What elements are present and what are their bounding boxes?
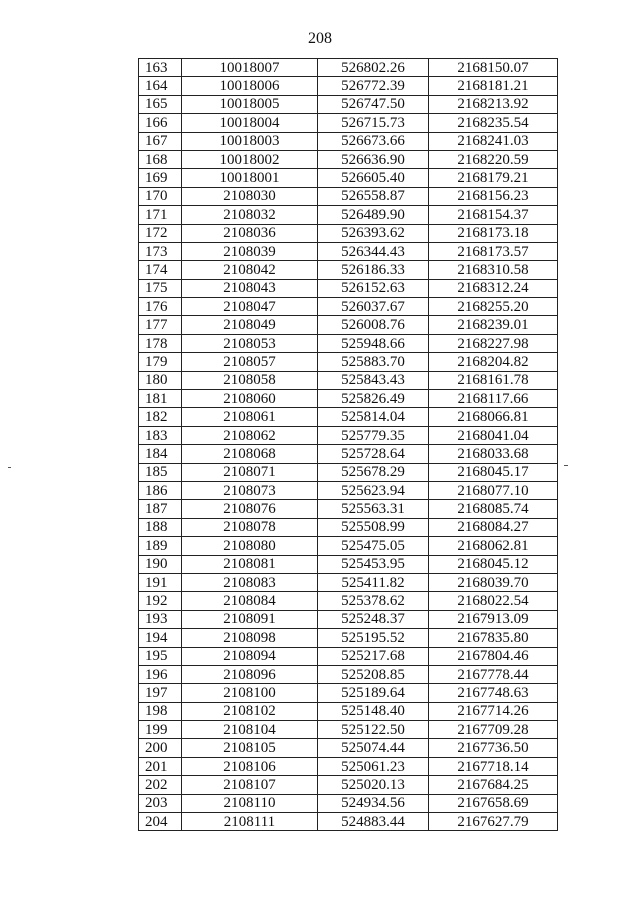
table-row <box>139 132 558 150</box>
table-row <box>139 500 558 518</box>
row-number-cell: 203 <box>139 794 182 812</box>
table-row <box>139 647 558 665</box>
point-id-cell: 2108096 <box>182 665 318 683</box>
table-row <box>139 665 558 683</box>
point-id-cell: 2108098 <box>182 629 318 647</box>
table-row <box>139 445 558 463</box>
row-number-cell: 184 <box>139 445 182 463</box>
table-row <box>139 463 558 481</box>
point-id-cell: 2108057 <box>182 353 318 371</box>
x-coordinate-cell: 526008.76 <box>318 316 429 334</box>
x-coordinate-cell: 525826.49 <box>318 390 429 408</box>
row-number-cell: 188 <box>139 518 182 536</box>
x-coordinate-cell: 526772.39 <box>318 77 429 95</box>
table-row <box>139 794 558 812</box>
table-row <box>139 77 558 95</box>
point-id-cell: 2108062 <box>182 426 318 444</box>
x-coordinate-cell: 526715.73 <box>318 114 429 132</box>
row-number-cell: 194 <box>139 629 182 647</box>
x-coordinate-cell: 526037.67 <box>318 298 429 316</box>
point-id-cell: 2108058 <box>182 371 318 389</box>
y-coordinate-cell: 2167804.46 <box>429 647 558 665</box>
point-id-cell: 2108107 <box>182 776 318 794</box>
y-coordinate-cell: 2168045.17 <box>429 463 558 481</box>
point-id-cell: 2108053 <box>182 334 318 352</box>
table-row <box>139 334 558 352</box>
table-row <box>139 353 558 371</box>
point-id-cell: 2108036 <box>182 224 318 242</box>
point-id-cell: 10018004 <box>182 114 318 132</box>
row-number-cell: 197 <box>139 684 182 702</box>
row-number-cell: 178 <box>139 334 182 352</box>
row-number-cell: 179 <box>139 353 182 371</box>
scan-mark-left <box>8 467 11 468</box>
table-row <box>139 150 558 168</box>
x-coordinate-cell: 526747.50 <box>318 95 429 113</box>
table-row <box>139 114 558 132</box>
x-coordinate-cell: 525208.85 <box>318 665 429 683</box>
table-row <box>139 371 558 389</box>
y-coordinate-cell: 2168241.03 <box>429 132 558 150</box>
table-row <box>139 59 558 77</box>
table-row <box>139 702 558 720</box>
row-number-cell: 202 <box>139 776 182 794</box>
table-row <box>139 95 558 113</box>
row-number-cell: 164 <box>139 77 182 95</box>
table-row <box>139 481 558 499</box>
x-coordinate-cell: 525508.99 <box>318 518 429 536</box>
row-number-cell: 182 <box>139 408 182 426</box>
row-number-cell: 163 <box>139 59 182 77</box>
y-coordinate-cell: 2167913.09 <box>429 610 558 628</box>
y-coordinate-cell: 2168039.70 <box>429 573 558 591</box>
table-row <box>139 573 558 591</box>
row-number-cell: 168 <box>139 150 182 168</box>
point-id-cell: 2108076 <box>182 500 318 518</box>
row-number-cell: 174 <box>139 261 182 279</box>
y-coordinate-cell: 2168310.58 <box>429 261 558 279</box>
point-id-cell: 2108110 <box>182 794 318 812</box>
x-coordinate-cell: 525814.04 <box>318 408 429 426</box>
point-id-cell: 2108047 <box>182 298 318 316</box>
point-id-cell: 2108080 <box>182 537 318 555</box>
y-coordinate-cell: 2167709.28 <box>429 721 558 739</box>
x-coordinate-cell: 526489.90 <box>318 206 429 224</box>
x-coordinate-cell: 525248.37 <box>318 610 429 628</box>
row-number-cell: 181 <box>139 390 182 408</box>
x-coordinate-cell: 525378.62 <box>318 592 429 610</box>
row-number-cell: 192 <box>139 592 182 610</box>
x-coordinate-cell: 525195.52 <box>318 629 429 647</box>
y-coordinate-cell: 2168204.82 <box>429 353 558 371</box>
x-coordinate-cell: 525883.70 <box>318 353 429 371</box>
point-id-cell: 2108083 <box>182 573 318 591</box>
point-id-cell: 2108084 <box>182 592 318 610</box>
x-coordinate-cell: 525779.35 <box>318 426 429 444</box>
y-coordinate-cell: 2168220.59 <box>429 150 558 168</box>
point-id-cell: 2108100 <box>182 684 318 702</box>
row-number-cell: 204 <box>139 813 182 831</box>
point-id-cell: 2108102 <box>182 702 318 720</box>
y-coordinate-cell: 2168255.20 <box>429 298 558 316</box>
row-number-cell: 169 <box>139 169 182 187</box>
row-number-cell: 190 <box>139 555 182 573</box>
x-coordinate-cell: 525189.64 <box>318 684 429 702</box>
table-row <box>139 206 558 224</box>
point-id-cell: 2108111 <box>182 813 318 831</box>
table-row <box>139 408 558 426</box>
x-coordinate-cell: 526802.26 <box>318 59 429 77</box>
x-coordinate-cell: 525623.94 <box>318 481 429 499</box>
table-row <box>139 261 558 279</box>
row-number-cell: 166 <box>139 114 182 132</box>
row-number-cell: 199 <box>139 721 182 739</box>
row-number-cell: 189 <box>139 537 182 555</box>
row-number-cell: 196 <box>139 665 182 683</box>
y-coordinate-cell: 2168117.66 <box>429 390 558 408</box>
table-row <box>139 298 558 316</box>
y-coordinate-cell: 2168156.23 <box>429 187 558 205</box>
x-coordinate-cell: 526393.62 <box>318 224 429 242</box>
table-row <box>139 757 558 775</box>
x-coordinate-cell: 525728.64 <box>318 445 429 463</box>
x-coordinate-cell: 525948.66 <box>318 334 429 352</box>
x-coordinate-cell: 526558.87 <box>318 187 429 205</box>
y-coordinate-cell: 2168227.98 <box>429 334 558 352</box>
row-number-cell: 165 <box>139 95 182 113</box>
table-row <box>139 279 558 297</box>
row-number-cell: 177 <box>139 316 182 334</box>
y-coordinate-cell: 2168045.12 <box>429 555 558 573</box>
x-coordinate-cell: 524883.44 <box>318 813 429 831</box>
point-id-cell: 2108032 <box>182 206 318 224</box>
y-coordinate-cell: 2168150.07 <box>429 59 558 77</box>
y-coordinate-cell: 2168154.37 <box>429 206 558 224</box>
y-coordinate-cell: 2168085.74 <box>429 500 558 518</box>
y-coordinate-cell: 2168066.81 <box>429 408 558 426</box>
table-row <box>139 813 558 831</box>
row-number-cell: 187 <box>139 500 182 518</box>
table-row <box>139 629 558 647</box>
y-coordinate-cell: 2168084.27 <box>429 518 558 536</box>
y-coordinate-cell: 2168033.68 <box>429 445 558 463</box>
table-row <box>139 721 558 739</box>
point-id-cell: 10018003 <box>182 132 318 150</box>
table-row <box>139 242 558 260</box>
point-id-cell: 2108078 <box>182 518 318 536</box>
x-coordinate-cell: 525843.43 <box>318 371 429 389</box>
x-coordinate-cell: 525061.23 <box>318 757 429 775</box>
table-row <box>139 426 558 444</box>
x-coordinate-cell: 526186.33 <box>318 261 429 279</box>
y-coordinate-cell: 2167748.63 <box>429 684 558 702</box>
coordinates-table-body <box>139 59 558 831</box>
row-number-cell: 176 <box>139 298 182 316</box>
y-coordinate-cell: 2168179.21 <box>429 169 558 187</box>
y-coordinate-cell: 2167778.44 <box>429 665 558 683</box>
point-id-cell: 2108073 <box>182 481 318 499</box>
row-number-cell: 200 <box>139 739 182 757</box>
y-coordinate-cell: 2168041.04 <box>429 426 558 444</box>
x-coordinate-cell: 524934.56 <box>318 794 429 812</box>
point-id-cell: 10018002 <box>182 150 318 168</box>
x-coordinate-cell: 526152.63 <box>318 279 429 297</box>
point-id-cell: 2108106 <box>182 757 318 775</box>
y-coordinate-cell: 2167718.14 <box>429 757 558 775</box>
y-coordinate-cell: 2168062.81 <box>429 537 558 555</box>
point-id-cell: 2108061 <box>182 408 318 426</box>
table-row <box>139 684 558 702</box>
point-id-cell: 10018001 <box>182 169 318 187</box>
y-coordinate-cell: 2168213.92 <box>429 95 558 113</box>
row-number-cell: 183 <box>139 426 182 444</box>
x-coordinate-cell: 526636.90 <box>318 150 429 168</box>
point-id-cell: 10018007 <box>182 59 318 77</box>
table-row <box>139 592 558 610</box>
point-id-cell: 2108094 <box>182 647 318 665</box>
table-row <box>139 739 558 757</box>
x-coordinate-cell: 525122.50 <box>318 721 429 739</box>
x-coordinate-cell: 525475.05 <box>318 537 429 555</box>
table-row <box>139 390 558 408</box>
y-coordinate-cell: 2168239.01 <box>429 316 558 334</box>
scan-mark-right <box>564 465 568 466</box>
point-id-cell: 2108030 <box>182 187 318 205</box>
y-coordinate-cell: 2168173.57 <box>429 242 558 260</box>
table-row <box>139 518 558 536</box>
y-coordinate-cell: 2168235.54 <box>429 114 558 132</box>
x-coordinate-cell: 525148.40 <box>318 702 429 720</box>
row-number-cell: 173 <box>139 242 182 260</box>
point-id-cell: 2108071 <box>182 463 318 481</box>
point-id-cell: 2108049 <box>182 316 318 334</box>
row-number-cell: 171 <box>139 206 182 224</box>
x-coordinate-cell: 526673.66 <box>318 132 429 150</box>
x-coordinate-cell: 526605.40 <box>318 169 429 187</box>
x-coordinate-cell: 526344.43 <box>318 242 429 260</box>
point-id-cell: 2108042 <box>182 261 318 279</box>
point-id-cell: 10018006 <box>182 77 318 95</box>
table-row <box>139 224 558 242</box>
y-coordinate-cell: 2167684.25 <box>429 776 558 794</box>
point-id-cell: 2108091 <box>182 610 318 628</box>
row-number-cell: 201 <box>139 757 182 775</box>
row-number-cell: 185 <box>139 463 182 481</box>
row-number-cell: 175 <box>139 279 182 297</box>
page-number: 208 <box>308 30 332 47</box>
table-row <box>139 537 558 555</box>
row-number-cell: 167 <box>139 132 182 150</box>
row-number-cell: 198 <box>139 702 182 720</box>
x-coordinate-cell: 525074.44 <box>318 739 429 757</box>
y-coordinate-cell: 2168077.10 <box>429 481 558 499</box>
x-coordinate-cell: 525453.95 <box>318 555 429 573</box>
row-number-cell: 195 <box>139 647 182 665</box>
x-coordinate-cell: 525563.31 <box>318 500 429 518</box>
row-number-cell: 193 <box>139 610 182 628</box>
row-number-cell: 170 <box>139 187 182 205</box>
y-coordinate-cell: 2168173.18 <box>429 224 558 242</box>
row-number-cell: 186 <box>139 481 182 499</box>
table-row <box>139 610 558 628</box>
point-id-cell: 2108043 <box>182 279 318 297</box>
row-number-cell: 180 <box>139 371 182 389</box>
point-id-cell: 2108060 <box>182 390 318 408</box>
y-coordinate-cell: 2167658.69 <box>429 794 558 812</box>
y-coordinate-cell: 2168181.21 <box>429 77 558 95</box>
y-coordinate-cell: 2167714.26 <box>429 702 558 720</box>
table-row <box>139 316 558 334</box>
y-coordinate-cell: 2168312.24 <box>429 279 558 297</box>
y-coordinate-cell: 2168161.78 <box>429 371 558 389</box>
point-id-cell: 2108068 <box>182 445 318 463</box>
y-coordinate-cell: 2167627.79 <box>429 813 558 831</box>
coordinates-table <box>138 58 558 831</box>
table-row <box>139 555 558 573</box>
y-coordinate-cell: 2167736.50 <box>429 739 558 757</box>
y-coordinate-cell: 2168022.54 <box>429 592 558 610</box>
table-row <box>139 169 558 187</box>
x-coordinate-cell: 525217.68 <box>318 647 429 665</box>
x-coordinate-cell: 525411.82 <box>318 573 429 591</box>
table-row <box>139 187 558 205</box>
y-coordinate-cell: 2167835.80 <box>429 629 558 647</box>
row-number-cell: 172 <box>139 224 182 242</box>
x-coordinate-cell: 525678.29 <box>318 463 429 481</box>
x-coordinate-cell: 525020.13 <box>318 776 429 794</box>
point-id-cell: 2108081 <box>182 555 318 573</box>
point-id-cell: 2108105 <box>182 739 318 757</box>
table-row <box>139 776 558 794</box>
point-id-cell: 2108039 <box>182 242 318 260</box>
point-id-cell: 2108104 <box>182 721 318 739</box>
row-number-cell: 191 <box>139 573 182 591</box>
point-id-cell: 10018005 <box>182 95 318 113</box>
